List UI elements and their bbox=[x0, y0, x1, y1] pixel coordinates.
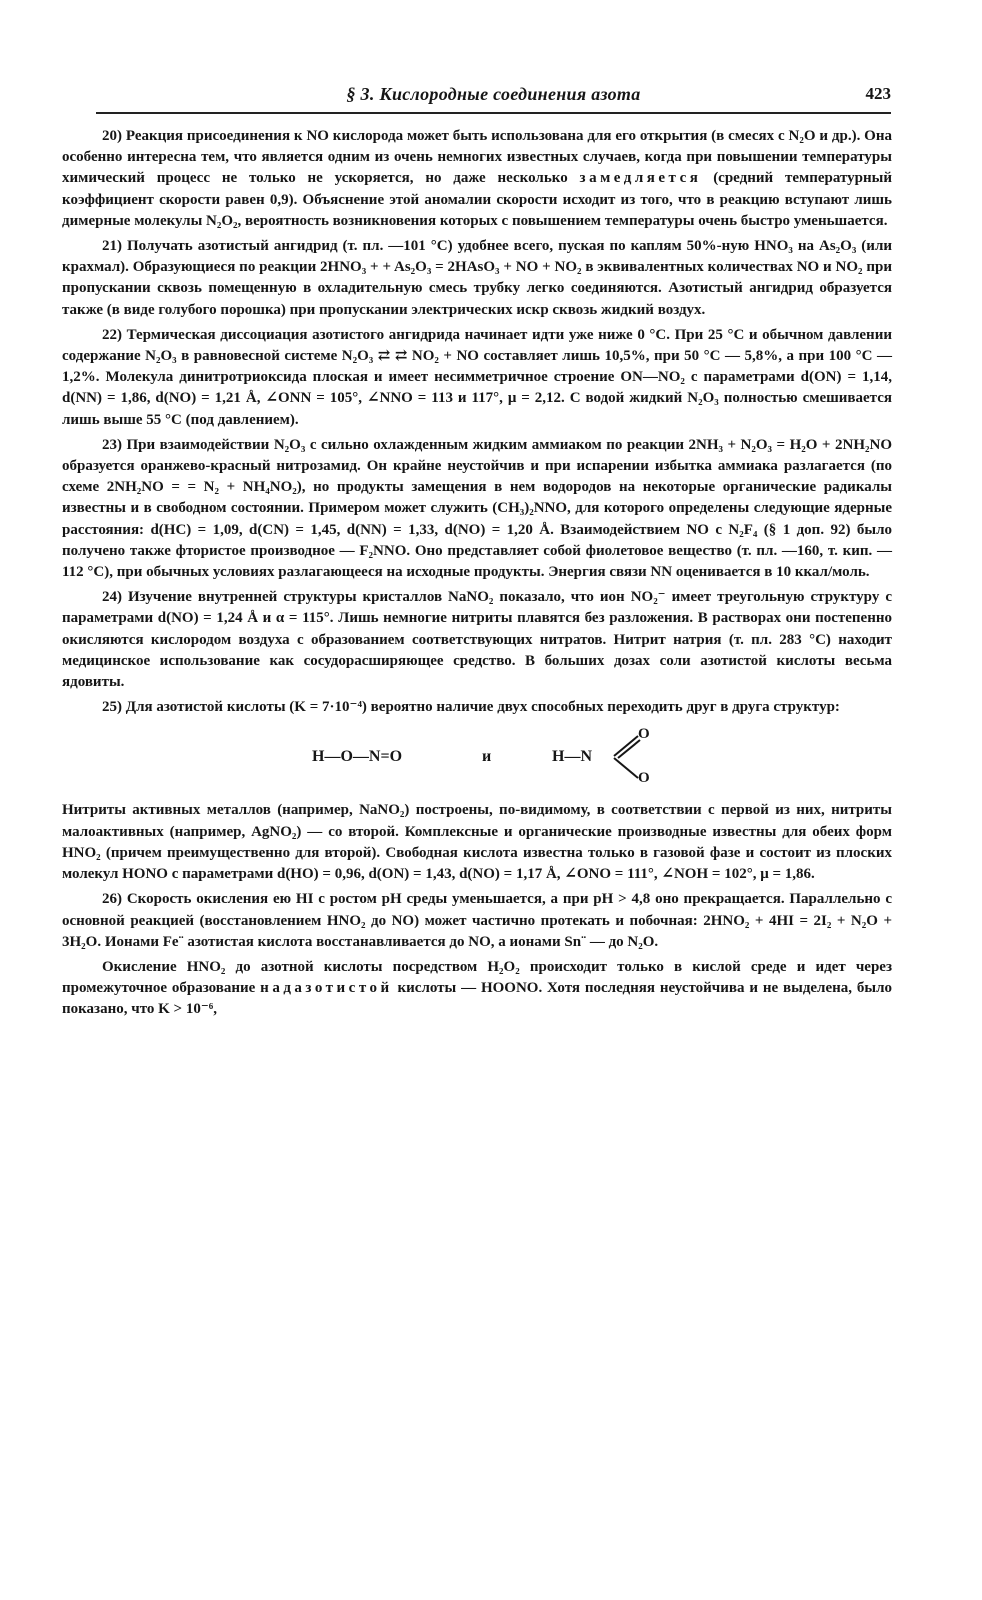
note-20-tail: (средний температурный коэффициент скорости равен 0,9). Объяснение этой аномалии скорости исходит из того, что в реакцию вступают лишь димерные молекулы N₂O₂, вероятность возникновения которых с повышением температуры очень быстро уменьшается. bbox=[62, 170, 892, 229]
note-26-emphasis: надазотистой bbox=[260, 980, 393, 997]
structure-formulas bbox=[62, 724, 892, 790]
note-25: 25) Для азотистой кислоты (K = 7·10⁻⁴) вероятно наличие двух способных переходить друг в друга структур: bbox=[102, 699, 840, 716]
note-20-emphasis: замедляется bbox=[579, 170, 702, 187]
note-20-text: 20) Реакция присоединения к NO кислорода может быть использована для его открытия (в смесях с N₂O и др.). Она особенно интересна тем, что является одним из очень немногих известных случаев, когда при повышении температуры химический процесс не только не ускоряется, но даже несколько bbox=[62, 128, 892, 187]
note-25-continued: Нитриты активных металлов (например, NaNO₂) построены, по-видимому, в соответствии с первой из них, нитриты малоактивных (например, AgNO₂) — со второй. Комплексные и органические производные известны для обеих форм HNO₂ (причем преимущественно для второй). Свободная кислота известна только в газовой фазе и состоит из плоских молекул HONO с параметрами d(HO) = 0,96, d(ON) = 1,43, d(NO) = 1,17 Å, ∠ONO = 111°, ∠NOH = 102°, μ = 1,86. bbox=[62, 802, 892, 883]
note-26-continued bbox=[62, 957, 892, 1021]
running-header bbox=[96, 84, 891, 110]
formula-oxygen-top: O bbox=[638, 726, 650, 743]
formula-nitrite-form: H—O—N=O bbox=[312, 748, 403, 766]
note-24: 24) Изучение внутренней структуры кристаллов NaNO₂ показало, что ион NO₂⁻ имеет треугольную структуру с параметрами d(NO) = 1,24 Å и α = 115°. Лишь немногие нитриты плавятся без разложения. В растворах они постепенно окисляются кислородом воздуха с образованием соответствующих нитратов. Нитрит натрия (т. пл. 283 °С) находит медицинское использование как сосудорасширяющее средство. В больших дозах соли азотистой кислоты весьма ядовиты. bbox=[62, 589, 892, 691]
note-26-head: Окисление HNO₂ до азотной кислоты посредством H₂O₂ происходит только в кислой среде и идет через промежуточное образование bbox=[62, 958, 892, 997]
formula-nitro-form: H—N bbox=[552, 748, 592, 766]
formula-oxygen-bottom: O bbox=[638, 770, 650, 787]
note-26: 26) Скорость окисления ею HI с ростом pH среды уменьшается, а при pH > 4,8 оно прекращается. Параллельно с основной реакцией (восстановлением HNO₂ до NO) может частично протекать и побочная: 2HNO₂ + 4HI = 2I₂ + N₂O + 3H₂O. Ионами Fe¨ азотистая кислота восстанавливается до NO, а ионами Sn¨ — до N₂O. bbox=[62, 891, 892, 950]
note-21: 21) Получать азотистый ангидрид (т. пл. —101 °С) удобнее всего, пуская по каплям 50%-ную HNO₃ на As₂O₃ (или крахмал). Образующиеся по реакции 2HNO₃ + + As₂O₃ = 2HAsO₃ + NO + NO₂ в эквивалентных количествах NO и NO₂ при пропускании сквозь помещенную в охладительную смесь трубку легко соединяются. Азотистый ангидрид образуется также (в виде голубого порошка) при пропускании электрических искр сквозь жидкий воздух. bbox=[62, 238, 892, 318]
section-title: § 3. Кислородные соединения азота bbox=[346, 84, 641, 104]
note-23: 23) При взаимодействии N₂O₃ с сильно охлажденным жидким аммиаком по реакции 2NH₃ + N₂O₃ = H₂O + 2NH₂NO образуется оранжево-красный нитрозамид. Он крайне неустойчив и при испарении избытка аммиака разлагается (по схеме 2NH₂NO = = N₂ + NH₄NO₂), но продукты замещения в нем водородов на некоторые органические радикалы известны и в свободном состоянии. Примером может служить (CH₃)₂NNO, для которого определены следующие ядерные расстояния: d(HC) = 1,09, d(CN) = 1,45, d(NN) = 1,33, d(NO) = 1,20 Å. Взаимодействием NO с N₂F₄ (§ 1 доп. 92) было получено также фтористое производное — F₂NNO. Оно представляет собой фиолетовое вещество (т. пл. —160, т. кип. —112 °С), при обычных условиях разлагающееся на исходные продукты. Энергия связи NN оценивается в 10 ккал/моль. bbox=[62, 436, 892, 581]
note-20 bbox=[62, 126, 892, 232]
body-text bbox=[62, 126, 892, 1025]
note-22: 22) Термическая диссоциация азотистого ангидрида начинает идти уже ниже 0 °С. При 25 °С и обычном давлении содержание N₂O₃ в равновесной системе N₂O₃ ⇄ ⇄ NO₂ + NO составляет лишь 10,5%, при 50 °С — 5,8%, а при 100 °С — 1,2%. Молекула динитротриоксида плоская и имеет несимметричное строение ON—NO₂ с параметрами d(ON) = 1,14, d(NN) = 1,86, d(NO) = 1,21 Å, ∠ONN = 105°, ∠NNO = 113 и 117°, μ = 2,12. С водой жидкий N₂O₃ полностью смешивается лишь выше 55 °С (под давлением). bbox=[62, 326, 892, 428]
page-number: 423 bbox=[865, 84, 891, 103]
note-26-tail: кислоты — HOONO. Хотя последняя неустойчива и не выделена, было показано, что K > 10⁻⁶, bbox=[62, 980, 893, 1018]
header-rule bbox=[96, 112, 891, 114]
formula-conjunction: и bbox=[482, 748, 492, 766]
